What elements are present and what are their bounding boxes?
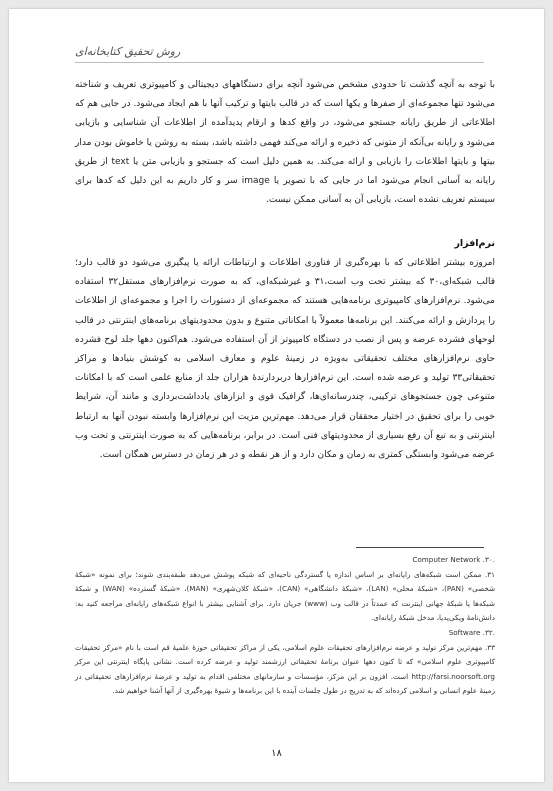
paragraph-1: با توجه به آنچه گذشت تا حدودی مشخص می‌شود آنچه برای دستگاههای دیجیتالی و کامپیوتری تعریف و شناخته می‌شود تنها مجموعه‌ای از صفرها و یکها است که در قالب بایتها و ترکیب آنها با هم ایجاد می‌شود. در جایی هم که اطلاعاتی از طریق رایانه جستجو می‌شود، در واقع کدها و ارقام پدیدآمده از اطلاعات آن شناسایی و بازیابی می‌شود و رایانه بی‌آنکه از متونی که ذخیره و ارائه می‌کند فهمی داشته باشد، بسته به روشن یا خاموش بودن مدار بیتها و بایتها اطلاعات را بازیابی و ارائه می‌کند. به همین دلیل است که جستجو و بازیابی متن یا text از طریق رایانه به آسانی انجام می‌شود اما در جایی که با تصویر یا image سر و کار داریم به این دلیل که کدها برای سیستم تعریف نشده است، بازیابی آن به آسانی ممکن نیست.: [75, 80, 496, 206]
footnote-rule: [356, 547, 484, 548]
footnote-33: ۳۳. مهم‌ترین مرکز تولید و عرضه نرم‌افزارهای تحقیقات علوم اسلامی، یکی از مراکز تحقیقاتی حوزهٔ علمیهٔ قم است با نام «مرکز تحقیقات کامپیوتری علوم اسلامی» که تا کنون دهها عنوان برنامهٔ تحقیقاتی ارزشمند تولید و عرضه کرده است. نشانی پایگاه اینترنتی این مرکز http://farsi.noorsoft.org است. افزون بر این مرکز، مؤسسات و سازمانهای مختلفی اقدام به تولید و عرضهٔ نرم‌افزارهای تحقیقاتی در زمینهٔ علوم انسانی و اسلامی کرده‌اند که به تدریج در طول جلسات آینده با این برنامه‌ها و شیوهٔ بهره‌گیری از آنها آشنا خواهیم شد.: [75, 642, 495, 696]
paragraph-2: امروزه بیشتر اطلاعاتی که با بهره‌گیری از فناوری اطلاعات و ارتباطات ارائه یا پیگیری می‌شود دو قالب دارد؛ قالب شبکه‌ای،۳۰ که بیشتر تحت وب است،۳۱ و غیرشبکه‌ای، که به صورت نرم‌افزارهای مستقل۳۲ استفاده می‌شود. نرم‌افزارهای کامپیوتری برنامه‌هایی هستند که مجموعه‌ای از دستورات را اجرا و مجموعه‌ای از اطلاعات را پردازش و ارائه می‌کنند. این برنامه‌ها معمولاً با امکاناتی متنوع و بدون محدودیتهای برنامه‌های اینترنتی در قالب لوحهای فشرده عرضه و پس از نصب در دستگاه کامپیوتر از آن استفاده می‌شود. هم‌اکنون دهها جلد لوح فشرده حاوی نرم‌افزارهای مختلف تحقیقاتی به‌ویژه در زمینهٔ علوم و معارف اسلامی به کوشش بنیادها و مراکز تحقیقاتی۳۳ تولید و عرضه شده است. این نرم‌افزارها دربردارندهٔ هزاران جلد از منابع علمی است که با امکانات متنوعی چون جستجوهای ترکیبی، چندرسانه‌ای‌ها، گرافیک قوی و ابزارهای یادداشت‌برداری و مانند آن، شرایط خوبی را برای تحقیق در اختیار محققان قرار می‌دهد. مهم‌ترین مزیت این نرم‌افزارها وابسته نبودن آنها به ارتباط اینترنتی و به تبع آن رفع بسیاری از محدودیتهای فنی است. در برابر، برنامه‌هایی که به صورت اینترنتی و تحت وب عرضه می‌شود وابستگی کمتری به زمان و مکان دارد و از هر نقطه و در هر زمان در دسترس همگان است.: [75, 258, 495, 461]
page-number: ۱۸: [271, 748, 282, 759]
footnote-32: .Software .۳۲: [448, 627, 495, 637]
section-heading: نرم‌افزار: [454, 238, 495, 249]
footnotes: [75, 553, 495, 699]
header-rule: [75, 62, 484, 63]
footnote-30: .Computer Network .۳۰: [412, 555, 495, 564]
document-page: [9, 9, 544, 782]
footnote-31: ۳۱. ممکن است شبکه‌های رایانه‌ای بر اساس اندازه یا گستردگی ناحیه‌ای که شبکه پوشش می‌دهد طبقه‌بندی شوند؛ برای نمونه «شبکهٔ شخصی» (PAN)، «شبکهٔ محلی» (LAN)، «شبکهٔ دانشگاهی» (CAN)، «شبکهٔ کلان‌شهری» (MAN)، «شبکهٔ گسترده» (WAN) و شبکهٔ شبکه‌ها یا شبکهٔ جهانی اینترنت که عمدتاً در قالب وب (www) جریان دارد. برای آشنایی بیشتر با انواع شبکه‌های رایانه‌ای مراجعه کنید به: دانش‌نامهٔ ویکی‌پدیا، مدخل شبکهٔ رایانه‌ای.: [75, 569, 496, 623]
running-head: روش تحقیق کتابخانه‌ای: [75, 45, 181, 58]
